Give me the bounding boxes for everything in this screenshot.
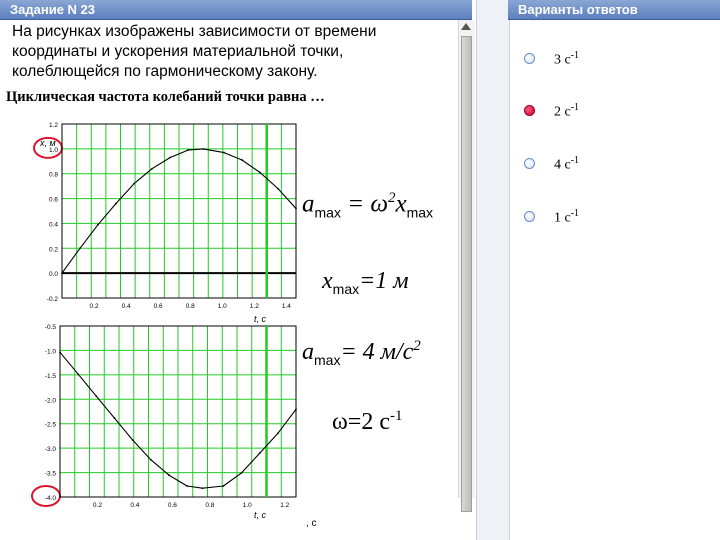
y-axis-label: x, м <box>40 138 56 148</box>
data-point <box>79 247 81 249</box>
chart-coordinate <box>34 122 297 324</box>
data-point <box>223 152 225 154</box>
question-text: На рисунках изображены зависимости от времени координаты и ускорения материальной точки, колеблющейся по гармоническому закону. <box>12 23 377 80</box>
radio-button[interactable] <box>524 53 535 64</box>
data-point <box>95 395 97 397</box>
data-point <box>114 417 116 419</box>
y-tick-label: -0.5 <box>44 324 56 331</box>
option-label: 2 с <box>554 104 571 120</box>
vertical-scrollbar[interactable] <box>458 20 475 498</box>
scroll-up-icon[interactable] <box>461 23 471 30</box>
option-exponent: -1 <box>570 102 580 113</box>
x-tick-label: 0.6 <box>153 303 163 310</box>
y-tick-label: -2.0 <box>44 397 56 405</box>
a-max-value: $a_{max}= 4$ $м/с^2$ <box>302 338 421 368</box>
y-tick-label: 1.0 <box>48 146 58 154</box>
y-tick-label: 0.8 <box>48 171 58 179</box>
omega-value: ω=2 $с^{-1}$ <box>332 408 403 435</box>
x-axis-label: t, с <box>254 314 267 324</box>
y-tick-label: -1.0 <box>44 348 56 356</box>
data-point <box>241 472 243 474</box>
data-point <box>59 351 61 353</box>
x-tick-label: 1.0 <box>217 303 227 310</box>
data-point <box>150 459 152 461</box>
data-point <box>169 157 171 159</box>
y-tick-label: 1.2 <box>48 122 58 129</box>
data-point <box>295 408 297 410</box>
panel-divider <box>476 0 510 540</box>
y-tick-label: 0.2 <box>48 246 58 254</box>
data-point <box>186 485 188 487</box>
formula-a-max: $a_{max} = \omega^2x_{max}$ <box>302 190 434 221</box>
option-label: 3 с <box>554 52 571 68</box>
x-max-value: $x_{max}=1$ м <box>322 268 409 297</box>
data-point <box>187 149 189 151</box>
data-point <box>168 474 170 476</box>
y-tick-label: -4.0 <box>44 495 56 502</box>
x-axis-label: t, с <box>254 510 267 520</box>
x-tick-label: 1.0 <box>242 502 252 509</box>
y-tick-label: -1.5 <box>44 372 56 380</box>
option-exponent: -1 <box>570 208 580 219</box>
data-point <box>259 452 261 454</box>
x-tick-label: 0.4 <box>130 502 140 509</box>
stray-label: , с <box>306 518 317 529</box>
answers-title: Варианты ответов <box>518 2 638 17</box>
data-point <box>61 272 63 274</box>
data-point <box>241 159 243 161</box>
radio-button[interactable] <box>524 211 535 222</box>
data-point <box>277 433 279 435</box>
y-tick-label: -3.5 <box>44 470 56 478</box>
radio-button-selected[interactable] <box>524 105 535 116</box>
x-tick-label: 0.2 <box>92 502 102 509</box>
x-tick-label: 0.6 <box>167 502 177 509</box>
y-tick-label: 0.0 <box>48 271 58 279</box>
chart-acceleration <box>32 324 297 520</box>
data-point <box>115 203 117 205</box>
scroll-thumb[interactable] <box>461 36 472 512</box>
data-point <box>295 208 297 210</box>
data-point <box>132 439 134 441</box>
option-label: 4 с <box>554 157 571 173</box>
x-tick-label: 0.8 <box>185 303 195 310</box>
question-prompt: Циклическая частота колебаний точки равна … <box>6 89 325 105</box>
data-point <box>133 183 135 185</box>
x-tick-label: 1.4 <box>281 303 291 310</box>
data-point <box>202 148 204 150</box>
data-point <box>202 487 204 489</box>
option-label: 1 с <box>554 210 571 226</box>
option-exponent: -1 <box>570 50 580 61</box>
y-tick-label: 0.4 <box>48 221 58 229</box>
x-tick-label: 0.2 <box>89 303 99 310</box>
data-point <box>259 172 261 174</box>
radio-button[interactable] <box>524 158 535 169</box>
x-tick-label: 1.2 <box>280 502 290 509</box>
x-tick-label: 0.8 <box>205 502 215 509</box>
answers-header <box>508 0 720 20</box>
data-point <box>277 188 279 190</box>
y-tick-label: -2.5 <box>44 421 56 429</box>
y-tick-label: -0.2 <box>46 296 58 303</box>
option-exponent: -1 <box>570 155 580 166</box>
data-point <box>222 485 224 487</box>
data-point <box>97 224 99 226</box>
y-tick-label: 0.6 <box>48 196 58 204</box>
data-point <box>77 373 79 375</box>
x-tick-label: 0.4 <box>121 303 131 310</box>
y-tick-label: -3.0 <box>44 446 56 454</box>
task-title: Задание N 23 <box>10 2 96 17</box>
data-point <box>151 168 153 170</box>
x-tick-label: 1.2 <box>249 303 259 310</box>
